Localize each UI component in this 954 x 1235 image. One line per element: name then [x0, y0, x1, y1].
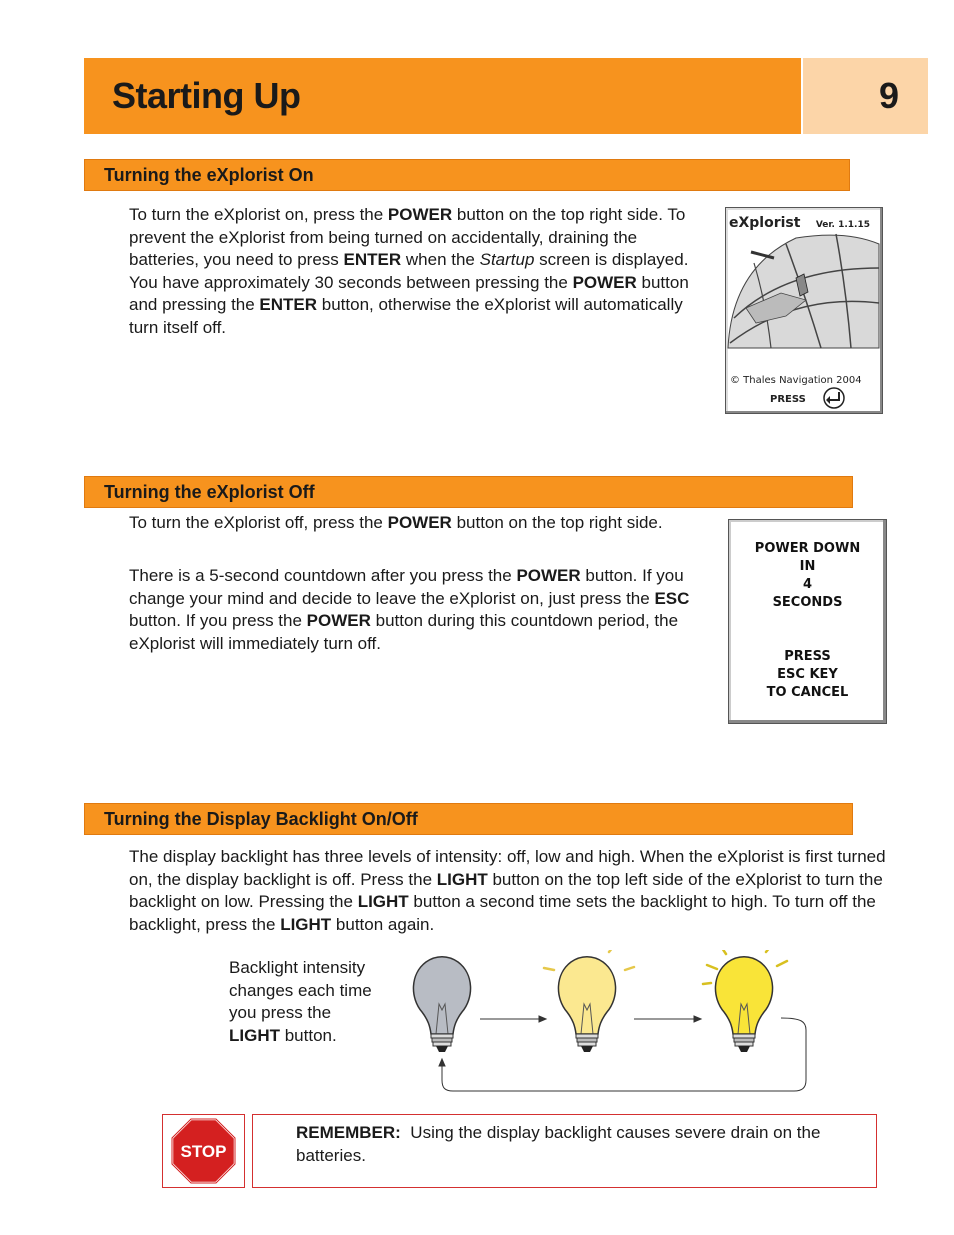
text-run: The display backlight has three levels of intensity: off, low and high. When the eXplorist is first turned on, the display backlight is off. Press the [129, 847, 886, 889]
turning-on-paragraph [129, 204, 689, 339]
powerdown-cancel-line: ESC KEY [777, 667, 838, 682]
text-run: To turn the eXplorist on, press the [129, 205, 388, 224]
powerdown-countdown: 4 [802, 577, 813, 592]
text-run: Backlight intensity changes each time you press the [229, 958, 372, 1022]
bold-term: POWER [516, 566, 581, 585]
bold-term: LIGHT [436, 869, 488, 889]
section-header-label: Turning the eXplorist Off [104, 481, 315, 502]
powerdown-line: POWER DOWN [754, 541, 861, 556]
bold-term: LIGHT [357, 892, 409, 911]
remember-label: REMEMBER: [296, 1123, 401, 1142]
text-run: button a second time sets the backlight to high. To turn off the backlight, press the [129, 892, 876, 934]
bold-term: POWER [387, 513, 452, 532]
page-number: 9 [878, 75, 899, 116]
section-header-turning-off [84, 476, 853, 508]
stop-sign-text: STOP [180, 1142, 227, 1161]
text-run: There is a 5-second countdown after you press the [129, 566, 517, 585]
section-header-label: Turning the eXplorist On [104, 164, 314, 185]
startup-brand: eXplorist [729, 215, 801, 231]
bold-term: ESC [654, 588, 690, 608]
startup-version: Ver. 1.1.15 [815, 220, 870, 230]
startup-copyright: © Thales Navigation 2004 [730, 375, 862, 386]
startup-screen-image [725, 207, 883, 414]
text-run: To turn the eXplorist off, press the [129, 513, 388, 532]
bold-term: POWER [306, 611, 371, 630]
remember-text: Using the display backlight causes severe drain on the batteries. [296, 1123, 826, 1165]
bulb-high-icon [703, 950, 787, 1052]
text-run: button during this countdown period, the eXplorist will immediately turn off. [129, 611, 679, 653]
remember-note [296, 1122, 856, 1167]
backlight-paragraph [129, 846, 904, 936]
bold-term: LIGHT [229, 1025, 280, 1045]
powerdown-cancel-line: PRESS [784, 649, 831, 664]
section-header-backlight [84, 803, 853, 835]
text-run: button and pressing the [129, 272, 689, 314]
text-run: button. If you press the [129, 611, 307, 630]
text-run: button, otherwise the eXplorist will automatically turn itself off. [129, 295, 683, 337]
powerdown-line: SECONDS [772, 595, 843, 610]
text-run: button on the top left side of the eXplorist to turn the backlight on low. Pressing the [129, 869, 883, 911]
stop-sign-box [162, 1114, 245, 1188]
chapter-title: Starting Up [112, 75, 301, 116]
bold-term: POWER [572, 272, 637, 292]
text-run: button. [280, 1025, 337, 1045]
text-run: button on the top right side. [451, 513, 663, 532]
bold-term: ENTER [259, 295, 318, 314]
text-run: when the [401, 250, 480, 269]
globe-icon [728, 234, 879, 348]
bold-term: ENTER [343, 250, 402, 269]
text-run: screen is displayed. You have approximately 30 seconds between pressing the [129, 250, 689, 292]
bold-term: POWER [387, 205, 453, 224]
turning-off-paragraph-2 [129, 565, 709, 655]
backlight-cycle-diagram [410, 950, 810, 1098]
section-header-turning-on [84, 159, 850, 191]
stop-sign-icon [163, 1115, 244, 1187]
text-run: button again. [331, 914, 435, 934]
bulb-low-icon [544, 950, 634, 1052]
italic-term: Startup [479, 250, 535, 269]
turning-off-paragraph-1 [129, 512, 709, 535]
powerdown-screen-image [728, 519, 887, 724]
bulb-off-icon [413, 957, 470, 1052]
backlight-caption [229, 957, 379, 1047]
text-run: button on the top right side. To prevent the eXplorist from being turned on accidentally, draining the batteries, you need to press [129, 205, 686, 269]
section-header-label: Turning the Display Backlight On/Off [104, 808, 418, 829]
enter-key-icon [824, 388, 844, 408]
startup-screen-graphic [726, 208, 884, 415]
text-run: button. If you change your mind and decide to leave the eXplorist on, just press the [129, 566, 684, 608]
startup-press-label: PRESS [770, 394, 806, 405]
powerdown-line: IN [799, 559, 816, 574]
powerdown-cancel-line: TO CANCEL [766, 685, 849, 700]
bold-term: LIGHT [280, 914, 332, 934]
